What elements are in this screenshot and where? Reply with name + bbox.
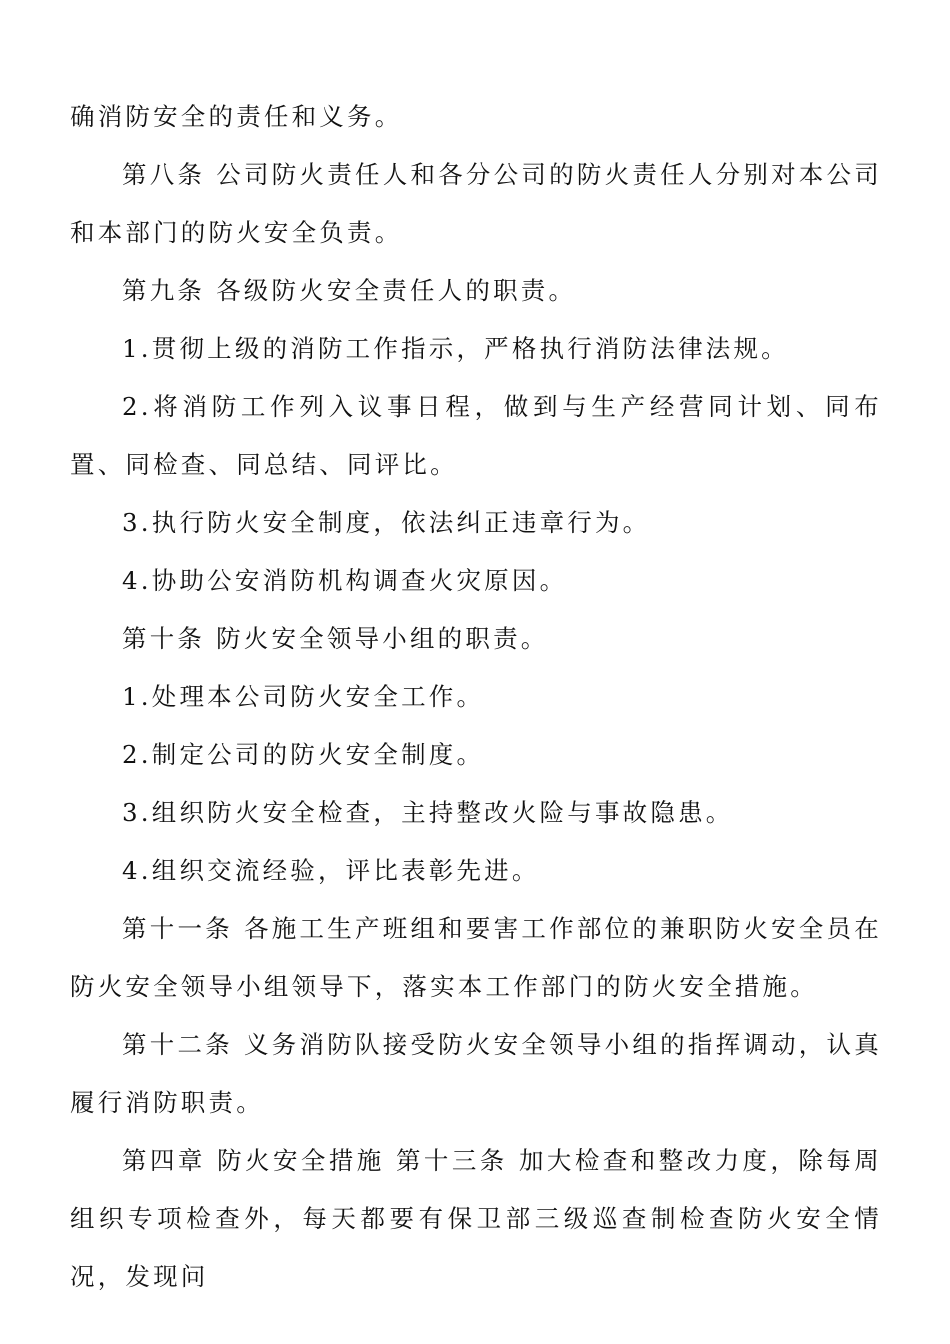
- list-item-10-1: 1.处理本公司防火安全工作。: [122, 682, 485, 711]
- paragraph-chapter-4-article-13: 第四章 防火安全措施 第十三条 加大检查和整改力度，除每周组织专项检查外，每天都要有保卫部三级巡查制检查防火安全情况，发现问: [70, 1146, 882, 1291]
- list-item-9-4: 4.协助公安消防机构调查火灾原因。: [122, 566, 568, 595]
- list-item-9-2: 2.将消防工作列入议事日程，做到与生产经营同计划、同布置、同检查、同总结、同评比。: [70, 392, 882, 479]
- list-item-9-1: 1.贯彻上级的消防工作指示，严格执行消防法律法规。: [122, 334, 789, 363]
- document-body: [70, 88, 882, 1306]
- list-item-10-4: 4.组织交流经验，评比表彰先进。: [122, 856, 540, 885]
- paragraph-article-9: 第九条 各级防火安全责任人的职责。: [122, 276, 577, 305]
- list-item-10-2: 2.制定公司的防火安全制度。: [122, 740, 485, 769]
- paragraph-article-10: 第十条 防火安全领导小组的职责。: [122, 624, 549, 653]
- list-item-10-3: 3.组织防火安全检查，主持整改火险与事故隐患。: [122, 798, 734, 827]
- paragraph-article-11: 第十一条 各施工生产班组和要害工作部位的兼职防火安全员在防火安全领导小组领导下，落实本工作部门的防火安全措施。: [70, 914, 882, 1001]
- list-item-9-3: 3.执行防火安全制度，依法纠正违章行为。: [122, 508, 651, 537]
- paragraph-article-8: 第八条 公司防火责任人和各分公司的防火责任人分别对本公司和本部门的防火安全负责。: [70, 160, 882, 247]
- paragraph-1: 确消防安全的责任和义务。: [70, 102, 403, 131]
- paragraph-article-12: 第十二条 义务消防队接受防火安全领导小组的指挥调动，认真履行消防职责。: [70, 1030, 882, 1117]
